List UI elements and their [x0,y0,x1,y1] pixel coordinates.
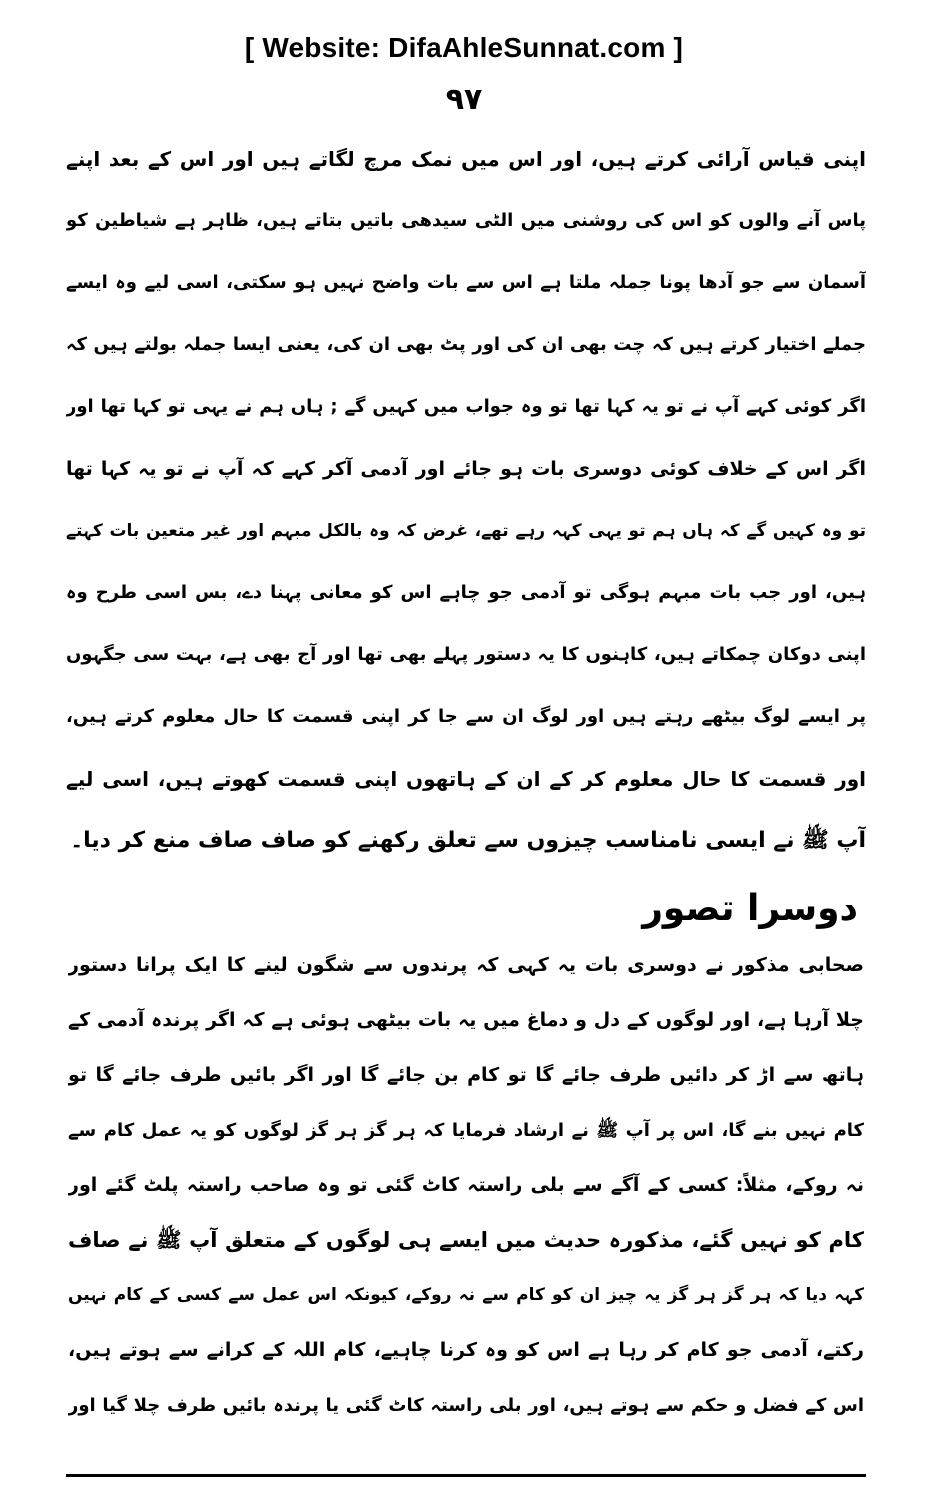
text-line: اس کے فضل و حکم سے ہوتے ہیں، اور بلی راستہ کاٹ گئی یا پرندہ بائیں طرف چلا گیا اور [68,1395,864,1416]
page-number: ٩٧ [445,82,483,117]
text-line: جملے اختیار کرتے ہیں کہ چت بھی ان کی اور پٹ بھی ان کی، یعنی ایسا جملہ بولتے ہیں کہ [66,334,866,355]
text-line: نہ روکے، مثلاً: کسی کے آگے سے بلی راستہ کاٹ گئی تو وہ صاحب راستہ پلٹ گئے اور [68,1174,864,1196]
text-line: کہہ دیا کہ ہر گز ہر گز یہ چیز ان کو کام سے نہ روکے، کیونکہ اس عمل سے کسی کے کام نہیں [68,1285,864,1305]
text-line: کام کو نہیں گئے، مذکورہ حدیث میں ایسے ہی لوگوں کے متعلق آپ ﷺ نے صاف [68,1228,864,1252]
text-line: تو وہ کہیں گے کہ ہاں ہم تو یہی کہہ رہے تھے، غرض کہ وہ بالکل مبہم اور غیر متعین بات کہتے [66,521,866,541]
text-line: صحابی مذکور نے دوسری بات یہ کہی کہ پرندوں سے شگون لینے کا ایک پرانا دستور [68,954,864,976]
text-line: اگر کوئی کہے آپ نے تو یہ کہا تھا تو وہ جواب میں کہیں گے ; ہاں ہم نے یہی تو کہا تھا اور [66,396,866,417]
paragraph-section-1 [66,128,866,872]
text-line: اور قسمت کا حال معلوم کر کے ان کے ہاتھوں اپنی قسمت کھوتے ہیں، اسی لیے [66,767,866,791]
text-line: اگر اس کے خلاف کوئی دوسری بات ہو جائے اور آدمی آکر کہے کہ آپ نے تو یہ کہا تھا [66,458,866,480]
text-line: ہاتھ سے اڑ کر دائیں طرف جائے گا تو کام بن جائے گا اور اگر بائیں طرف جائے گا تو [68,1064,864,1086]
text-line: کام نہیں بنے گا، اس پر آپ ﷺ نے ارشاد فرمایا کہ ہر گز ہر گز لوگوں کو یہ عمل کام سے [68,1120,864,1141]
text-line: آپ ﷺ نے ایسی نامناسب چیزوں سے تعلق رکھنے کو صاف صاف منع کر دیا۔ [70,828,866,853]
text-line: ہیں، اور جب بات مبہم ہوگی تو آدمی جو چاہے اس کو معانی پہنا دے، بس اسی طرح وہ [66,582,866,603]
text-line: پر ایسے لوگ بیٹھے رہتے ہیں اور لوگ ان سے جا کر اپنی قسمت کا حال معلوم کرتے ہیں، [66,706,866,727]
text-line: اپنی دوکان چمکاتے ہیں، کاہنوں کا یہ دستور پہلے بھی تھا اور آج بھی ہے، بہت سی جگہوں [66,644,866,665]
bottom-rule [66,1474,866,1477]
paragraph-section-2 [68,938,864,1433]
website-header: [ Website: DifaAhleSunnat.com ] [244,32,684,63]
text-line: پاس آنے والوں کو اس کی روشنی میں الٹی سیدھی باتیں بتاتے ہیں، ظاہر ہے شیاطین کو [66,210,866,231]
section-heading: دوسرا تصور [642,888,858,929]
text-line: رکتے، آدمی جو کام کر رہا ہے اس کو وہ کرنا چاہیے، کام اللہ کے کرانے سے ہوتے ہیں، [68,1339,864,1361]
text-line: آسمان سے جو آدھا پونا جملہ ملتا ہے اس سے بات واضح نہیں ہو سکتی، اسی لیے وہ ایسے [66,272,866,293]
text-line: چلا آرہا ہے، اور لوگوں کے دل و دماغ میں یہ بات بیٹھی ہوئی ہے کہ اگر پرندہ آدمی کے [68,1009,864,1031]
text-line: اپنی قیاس آرائی کرتے ہیں، اور اس میں نمک مرچ لگاتے ہیں اور اس کے بعد اپنے [66,147,866,171]
